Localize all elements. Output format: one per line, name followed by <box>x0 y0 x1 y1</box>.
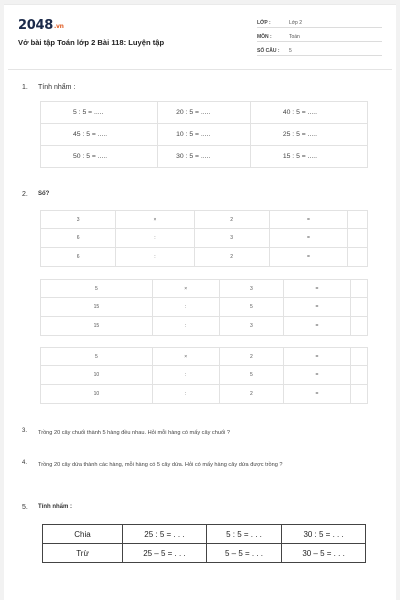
question-1: 1. Tính nhẩm : <box>22 84 76 91</box>
table-row <box>41 348 368 366</box>
question-5: 5. Tính nhẩm : <box>22 504 72 511</box>
table-cell: 50 : 5 = ..... <box>41 146 158 168</box>
table-cell: 2 <box>194 248 269 267</box>
table-cell: : <box>116 248 194 267</box>
table-row <box>41 280 368 298</box>
table-cell: 5 <box>219 298 283 317</box>
table-cell: = <box>284 366 351 385</box>
answer-cell[interactable] <box>350 280 367 298</box>
table-row <box>43 544 366 563</box>
question-4: 4. Trồng 20 cây dứa thành các hàng, mỗi hàng có 5 cây dứa. Hỏi có mấy hàng cây dứa được trồng ? <box>22 460 283 468</box>
table-row <box>41 385 368 404</box>
table-cell: : <box>152 366 219 385</box>
operation-label: Trừ <box>43 544 123 563</box>
table-cell: 15 <box>41 317 153 336</box>
table-cell: 2 <box>219 385 283 404</box>
worksheet <box>4 4 396 600</box>
answer-cell[interactable] <box>348 248 368 267</box>
table-cell: 30 : 5 = ..... <box>158 146 251 168</box>
table-cell: = <box>284 348 351 366</box>
table-cell: 45 : 5 = ..... <box>41 124 158 146</box>
answer-cell[interactable] <box>348 211 368 229</box>
meta-subject: MÔN : Toán <box>257 33 382 42</box>
table-cell: = <box>284 317 351 336</box>
table-row <box>41 146 368 168</box>
table-cell: × <box>152 280 219 298</box>
table-cell: = <box>269 211 347 229</box>
meta-question-count: SỐ CÂU : 5 <box>257 47 382 56</box>
table-cell: 2 <box>219 348 283 366</box>
table-cell: : <box>116 229 194 248</box>
q1-table <box>40 101 368 168</box>
table-cell: = <box>284 298 351 317</box>
table-cell: 5 <box>219 366 283 385</box>
table-row <box>41 102 368 124</box>
table-cell: 15 : 5 = ..... <box>250 146 367 168</box>
table-cell: 5 : 5 = . . . <box>206 525 281 544</box>
page-title: Vở bài tập Toán lớp 2 Bài 118: Luyện tập <box>18 38 165 47</box>
answer-cell[interactable] <box>350 366 367 385</box>
table-cell: 25 – 5 = . . . <box>123 544 207 563</box>
table-cell: 25 : 5 = . . . <box>123 525 207 544</box>
table-row <box>43 525 366 544</box>
q2-table-1 <box>40 210 368 267</box>
table-cell: 3 <box>219 280 283 298</box>
table-cell: 10 <box>41 366 153 385</box>
answer-cell[interactable] <box>350 317 367 336</box>
table-cell: 2 <box>194 211 269 229</box>
meta-grade: LỚP : Lớp 2 <box>257 19 382 28</box>
table-cell: 10 <box>41 385 153 404</box>
table-row <box>41 298 368 317</box>
question-3: 3. Trồng 20 cây chuối thành 5 hàng đều nhau. Hỏi mỗi hàng có mấy cây chuối ? <box>22 428 230 436</box>
table-cell: 10 : 5 = ..... <box>158 124 251 146</box>
table-row <box>41 248 368 267</box>
answer-cell[interactable] <box>350 298 367 317</box>
table-cell: × <box>116 211 194 229</box>
operation-label: Chia <box>43 525 123 544</box>
table-cell: 5 – 5 = . . . <box>206 544 281 563</box>
table-cell: 6 <box>41 229 116 248</box>
table-cell: 5 <box>41 348 153 366</box>
answer-cell[interactable] <box>350 348 367 366</box>
table-cell: 3 <box>219 317 283 336</box>
q2-table-2 <box>40 279 368 336</box>
table-cell: 20 : 5 = ..... <box>158 102 251 124</box>
table-cell: : <box>152 298 219 317</box>
answer-cell[interactable] <box>350 385 367 404</box>
table-cell: = <box>269 229 347 248</box>
question-2: 2. Số? <box>22 191 50 198</box>
q2-table-3 <box>40 347 368 404</box>
table-cell: 3 <box>41 211 116 229</box>
table-cell: 6 <box>41 248 116 267</box>
site-logo[interactable]: 2048.vn <box>18 18 64 33</box>
table-cell: 30 : 5 = . . . <box>282 525 366 544</box>
answer-cell[interactable] <box>348 229 368 248</box>
table-cell: 5 <box>41 280 153 298</box>
table-cell: 40 : 5 = ..... <box>250 102 367 124</box>
table-cell: : <box>152 317 219 336</box>
q5-table <box>42 524 366 563</box>
table-cell: 15 <box>41 298 153 317</box>
table-cell: × <box>152 348 219 366</box>
table-row <box>41 124 368 146</box>
table-cell: 25 : 5 = ..... <box>250 124 367 146</box>
table-cell: 30 – 5 = . . . <box>282 544 366 563</box>
table-cell: = <box>284 385 351 404</box>
header-divider <box>8 69 392 70</box>
table-cell: 5 : 5 = ..... <box>41 102 158 124</box>
table-cell: : <box>152 385 219 404</box>
table-cell: = <box>284 280 351 298</box>
table-row <box>41 366 368 385</box>
table-row <box>41 229 368 248</box>
table-cell: 3 <box>194 229 269 248</box>
table-row <box>41 317 368 336</box>
table-cell: = <box>269 248 347 267</box>
table-row <box>41 211 368 229</box>
